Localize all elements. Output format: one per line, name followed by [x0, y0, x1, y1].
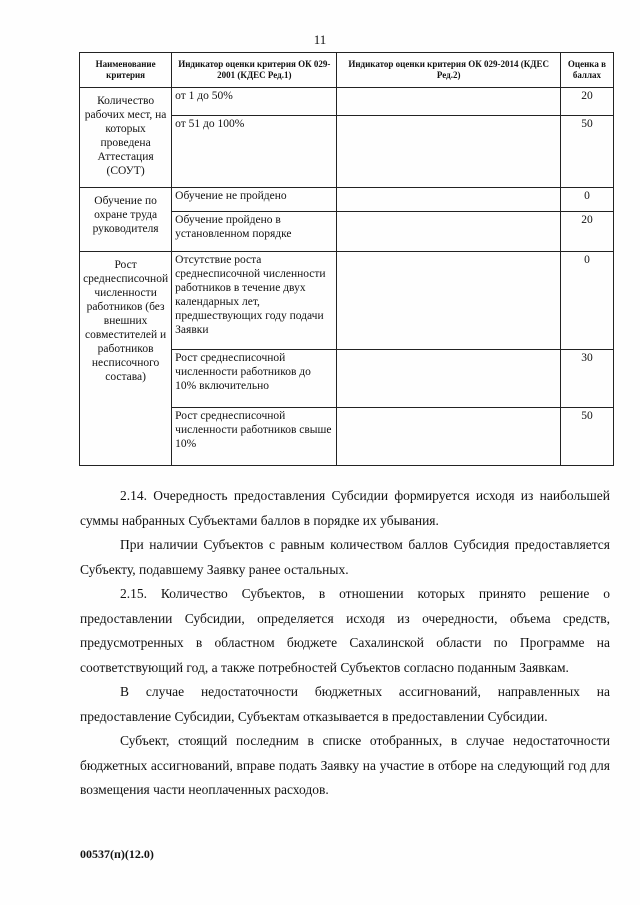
header-criterion-name: Наименование критерия — [80, 53, 172, 88]
indicator-cell: Рост среднесписочной численности работников свыше 10% — [172, 408, 337, 466]
body-text — [80, 484, 610, 803]
header-indicator-2001: Индикатор оценки критерия ОК 029-2001 (КДЕС Ред.1) — [172, 53, 337, 88]
indicator-cell: Обучение пройдено в установленном порядке — [172, 212, 337, 252]
indicator-cell: Рост среднесписочной численности работников до 10% включительно — [172, 350, 337, 408]
paragraph: При наличии Субъектов с равным количеством баллов Субсидия предоставляется Субъекту, подавшему Заявку ранее остальных. — [80, 537, 610, 577]
score-cell: 20 — [560, 212, 613, 252]
criterion-name: Обучение по охране труда руководителя — [80, 188, 172, 252]
criterion-name: Рост среднесписочной численности работников (без внешних совместителей и работников несписочного состава) — [80, 252, 172, 466]
paragraph: В случае недостаточности бюджетных ассигнований, направленных на предоставление Субсидии, Субъектам отказывается в предоставлении Субсидии. — [80, 684, 610, 724]
table-row — [80, 252, 614, 350]
score-cell: 30 — [560, 350, 613, 408]
criteria-table — [79, 52, 614, 466]
criterion-name: Количество рабочих мест, на которых проведена Аттестация (СОУТ) — [80, 88, 172, 188]
table-row — [80, 188, 614, 212]
document-code: 00537(п)(12.0) — [80, 847, 154, 861]
indicator-cell: Отсутствие роста среднесписочной численности работников в течение двух календарных лет, предшествующих году подачи Заявки — [172, 252, 337, 350]
score-cell: 50 — [560, 408, 613, 466]
paragraph: Субъект, стоящий последним в списке отобранных, в случае недостаточности бюджетных ассигнований, вправе подать Заявку на участие в отборе на следующий год для возмещения части неоплаченных расходов. — [80, 733, 610, 797]
indicator-2014-cell — [337, 212, 560, 252]
header-score: Оценка в баллах — [560, 53, 613, 88]
score-cell: 50 — [560, 116, 613, 188]
indicator-2014-cell — [337, 188, 560, 212]
indicator-cell: от 51 до 100% — [172, 116, 337, 188]
table-row — [80, 88, 614, 116]
score-cell: 0 — [560, 252, 613, 350]
indicator-2014-cell — [337, 116, 560, 188]
indicator-2014-cell — [337, 408, 560, 466]
header-indicator-2014: Индикатор оценки критерия ОК 029-2014 (КДЕС Ред.2) — [337, 53, 560, 88]
indicator-2014-cell — [337, 350, 560, 408]
paragraph-2-15: 2.15. Количество Субъектов, в отношении которых принято решение о предоставлении Субсидии, определяется исходя из очередности, объема средств, предусмотренных в областном бюджете Сахалинской области по Программе на соответствующий год, а также потребностей Субъектов согласно поданным Заявкам. — [80, 586, 610, 675]
score-cell: 0 — [560, 188, 613, 212]
score-cell: 20 — [560, 88, 613, 116]
page-number: 11 — [313, 32, 327, 47]
table-header-row — [80, 53, 614, 88]
indicator-cell: от 1 до 50% — [172, 88, 337, 116]
indicator-2014-cell — [337, 88, 560, 116]
indicator-cell: Обучение не пройдено — [172, 188, 337, 212]
paragraph-2-14: 2.14. Очередность предоставления Субсидии формируется исходя из наибольшей суммы набранных Субъектами баллов в порядке их убывания. — [80, 488, 610, 528]
indicator-2014-cell — [337, 252, 560, 350]
